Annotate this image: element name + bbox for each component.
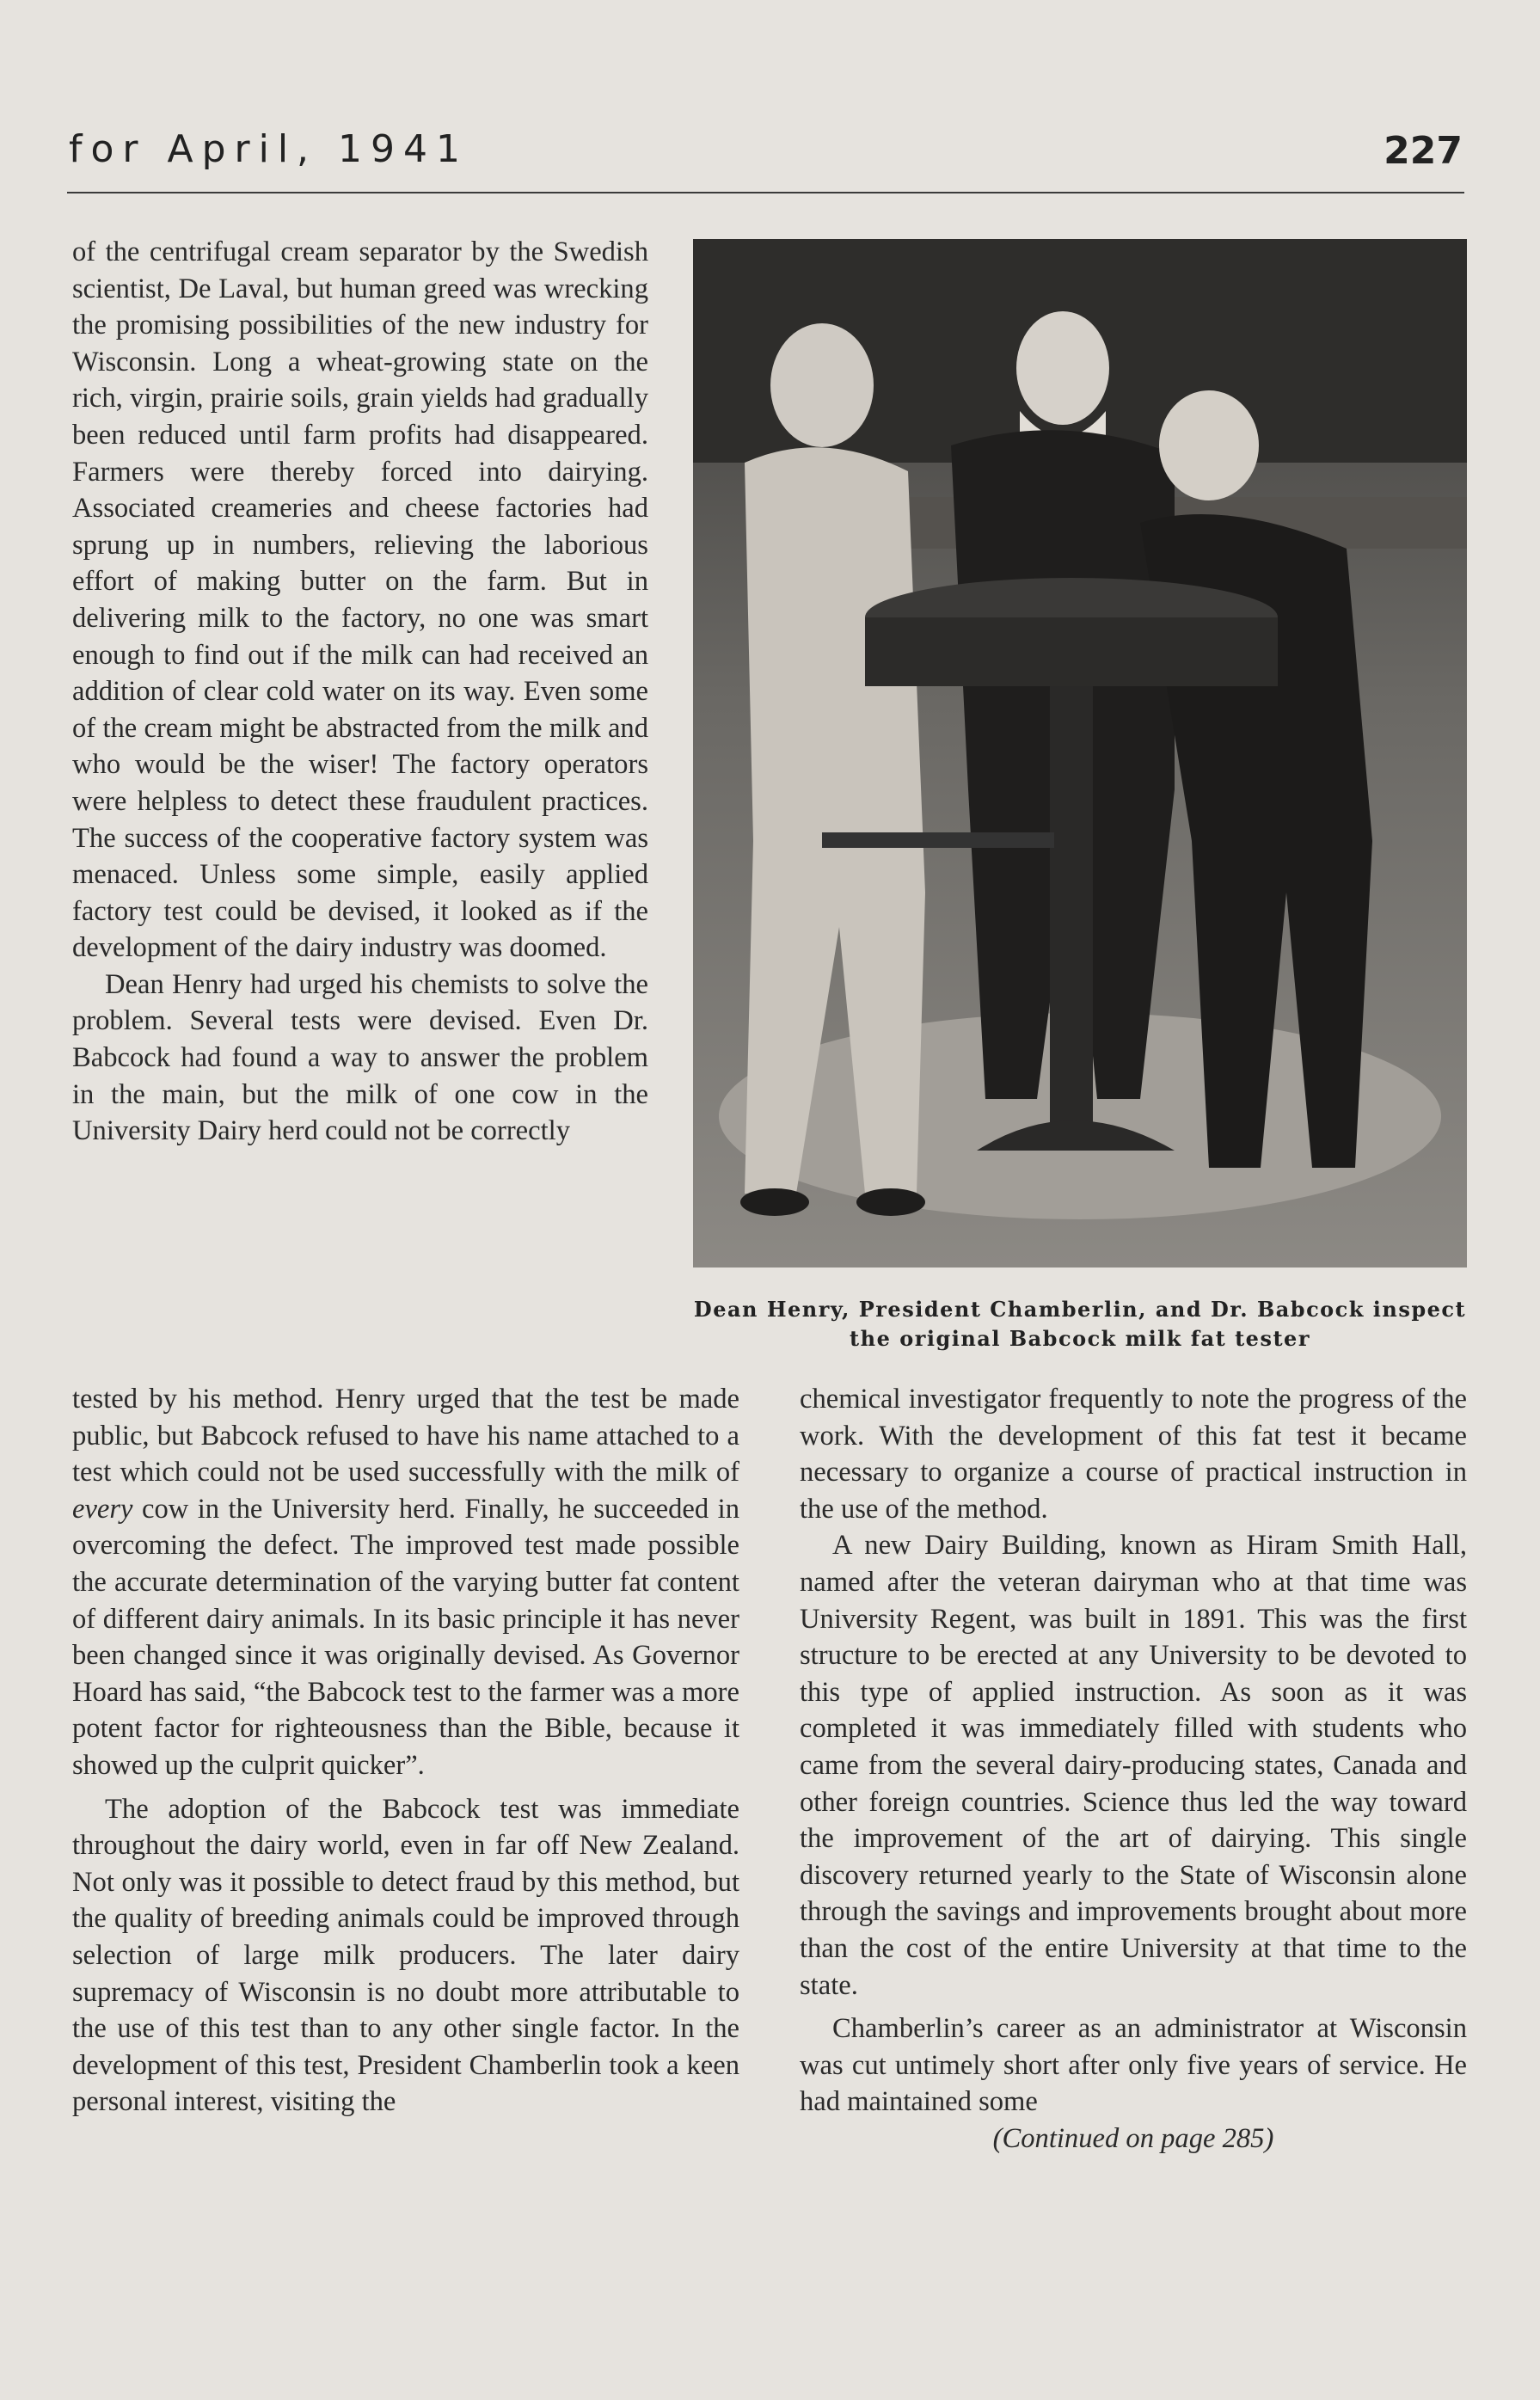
paragraph: A new Dairy Building, known as Hiram Smith Hall, named after the veteran dairyman who at that time was University Regent, was built in 1891. This was the first structure to be erected at any University to be devoted to this type of applied instruction. As soon as it was completed it was immediately filled with students who came from the several dairy-producing states, Canada and other foreign countries. Science thus led the way toward the improvement of the art of dairying. This single discovery returned yearly to the State of Wisconsin alone through the savings and improvements brought about more than the cost of the entire University at that time to the state. — [800, 1530, 1467, 2001]
column-right — [800, 1381, 1467, 2157]
paragraph: The adoption of the Babcock test was immediate throughout the dairy world, even in far off New Zealand. Not only was it possible to detect fraud by this method, but the quality of breeding animals could be improved through selection of large milk producers. The later dairy supremacy of Wisconsin is no doubt more attributable to the use of this test than to any other single factor. In the development of this test, President Chamberlin took a keen personal interest, visiting the — [72, 1793, 739, 2118]
paragraph-text: cow in the University herd. Finally, he succeeded in overcoming the defect. The improved test made possible the accurate determination of the varying butter fat content of different dairy animals. In its basic principle it has never been changed since it was originally devised. As Governor Hoard has said, “the Babcock test to the farmer was a more potent factor for righteousness than the Bible, because it showed up the culprit quicker”. — [72, 1493, 739, 1781]
photo-illustration — [693, 239, 1467, 1268]
page-number: 227 — [1384, 129, 1463, 173]
paragraph — [72, 1381, 739, 1784]
paragraph: Dean Henry had urged his chemists to solve the problem. Several tests were devised. Even Dr. Babcock had found a way to answer the problem in the main, but the milk of one cow in the University Dairy herd could not be correctly — [72, 968, 648, 1147]
paragraph: chemical investigator frequently to note the progress of the work. With the development of this fat test it became necessary to organize a course of practical instruction in the use of the method. — [800, 1384, 1467, 1525]
header-rule — [67, 192, 1464, 193]
running-header-title: for April, 1941 — [69, 127, 469, 171]
historical-photo — [693, 239, 1467, 1268]
paragraph: Chamberlin’s career as an administrator at Wisconsin was cut untimely short after only five years of service. He had maintained some — [800, 2013, 1467, 2118]
emphasis-text: every — [72, 1493, 133, 1525]
column-left-bottom — [72, 1381, 739, 2121]
photo-caption: Dean Henry, President Chamberlin, and Dr. Babcock inspect the original Babcock milk fat tester — [693, 1297, 1467, 1351]
column-left-top — [72, 234, 648, 1150]
paragraph-text: tested by his method. Henry urged that the test be made public, but Babcock refused to have his name attached to a test which could not be used successfully with the milk of — [72, 1384, 739, 1488]
continued-note: (Continued on page 285) — [992, 2122, 1274, 2154]
paragraph: of the centrifugal cream separator by the Swedish scientist, De Laval, but human greed was wrecking the promising possibilities of the new industry for Wisconsin. Long a wheat-growing state on the rich, virgin, prairie soils, grain yields had gradually been reduced until farm profits had disappeared. Farmers were thereby forced into dairying. Associated creameries and cheese factories had sprung up in numbers, relieving the laborious effort of making butter on the farm. But in delivering milk to the factory, no one was smart enough to find out if the milk can had received an addition of clear cold water on its way. Even some of the cream might be abstracted from the milk and who would be the wiser! The factory operators were helpless to detect these fraudulent practices. The success of the cooperative factory system was menaced. Unless some simple, easily applied factory test could be devised, it looked as if the development of the dairy industry was doomed. — [72, 236, 648, 964]
